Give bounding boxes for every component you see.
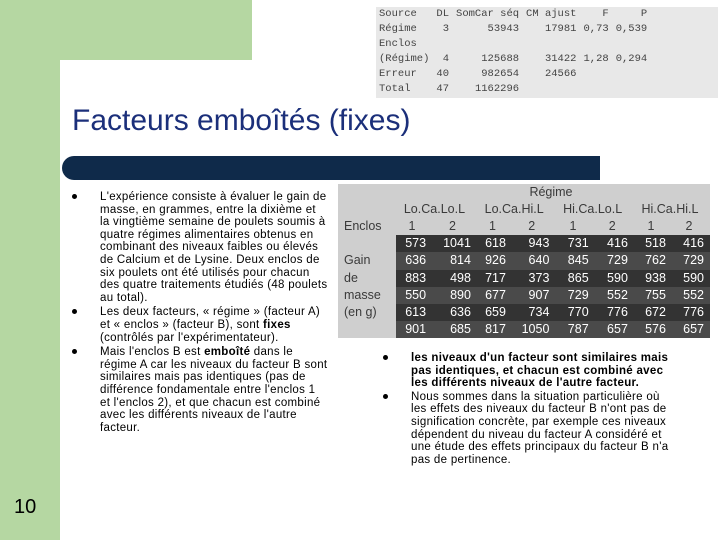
table-row [338,287,710,304]
gain-value: 729 [672,252,710,269]
enclos-number: 1 [477,218,512,235]
anova-cell: 0,294 [615,53,648,65]
bullet-dot-icon [72,194,77,199]
gain-value: 762 [634,252,672,269]
bullet-text: dans le régime A car les niveaux du facteur B sont similaires mais pas identiques (pas de différence fondamentale entre l'enclos 1 et l'enclos 2), et que chacun est combiné avec les différents niveaux de l'autre facteur. [100,346,328,434]
regime-label: Régime [396,184,710,201]
regime-name: Lo.Ca.Lo.L [396,201,477,218]
anova-cell: Total [379,83,411,95]
gain-value: 657 [595,321,634,338]
bullet-item [72,306,328,344]
bullet-text: Mais l'enclos B est [100,346,205,359]
decorative-corner [60,60,100,100]
gain-value: 865 [555,270,594,287]
anova-row [376,37,651,52]
enclos-number: 2 [595,218,634,235]
anova-cell [580,37,612,52]
bullet-text: L'expérience consiste à évaluer le gain de masse, en grammes, entre la dixième et la vingtième semaine de poulets soumis à quatre régimes alimentaires obtenus en combinant des niveaux faibles ou élevés de Calcium et de Lysine. Deux enclos de six poulets ont été utilisés pour chacun des quatre traitements étudiés (48 poulets au total). [100,191,328,304]
enclos-row [338,218,710,235]
anova-cell [613,82,652,97]
gain-value: 729 [555,287,594,304]
bullet-item [72,191,328,304]
side-label-cell [338,321,396,338]
side-label: masse [338,287,396,304]
anova-header-cell: SomCar séq [456,8,520,20]
gain-data-table [338,184,710,338]
anova-cell [580,82,612,97]
gain-value: 907 [512,287,555,304]
bullet-item [383,352,669,390]
anova-cell [613,37,652,52]
gain-value: 731 [555,235,594,252]
gain-value: 734 [512,304,555,321]
gain-value: 659 [477,304,512,321]
bullet-item [383,391,669,467]
regime-header-row [338,184,710,201]
gain-value: 901 [396,321,432,338]
gain-value: 1050 [512,321,555,338]
anova-cell [433,37,453,52]
regime-name: Lo.Ca.Hi.L [477,201,555,218]
gain-value: 613 [396,304,432,321]
regime-name: Hi.Ca.Lo.L [555,201,634,218]
gain-value: 845 [555,252,594,269]
anova-cell: 982654 [481,68,520,80]
gain-value: 776 [672,304,710,321]
anova-row [376,82,651,97]
enclos-number: 2 [512,218,555,235]
gain-value: 550 [396,287,432,304]
regime-names-row [338,201,710,218]
bullet-bold-text: les niveaux d'un facteur sont similaires mais pas identiques, et chacun est combiné avec les différents niveaux de l'autre facteur. [411,352,669,390]
side-label-cell [338,235,396,252]
gain-value: 755 [634,287,672,304]
gain-value: 576 [634,321,672,338]
gain-value: 1041 [432,235,477,252]
bullet-bold-text: emboîté [204,346,251,359]
anova-cell [523,37,580,52]
gain-value: 590 [595,270,634,287]
enclos-number: 1 [555,218,594,235]
anova-cell: Erreur [379,68,417,80]
gain-value: 890 [432,287,477,304]
bullet-text: Nous sommes dans la situation particulière où les effets des niveaux du facteur B n'ont pas de signification concrète, par exemple ces niveaux dépendent du niveau du facteur A considéré et une étude des effets principaux du facteur B n'a pas de pertinence. [411,390,669,466]
bullet-text: Les deux facteurs, « régime » (facteur A) et « enclos » (facteur B), sont [100,306,321,331]
gain-value: 416 [672,235,710,252]
table-row [338,304,710,321]
bullet-text: (contrôlés par l'expérimentateur). [100,331,279,344]
anova-header-cell: CM ajust [526,8,577,20]
anova-cell: Régime [379,23,417,35]
anova-header-cell: DL [436,8,450,20]
side-label: de [338,270,396,287]
gain-value: 717 [477,270,512,287]
bullet-dot-icon [72,309,77,314]
green-side-bar [0,0,60,540]
anova-output [376,7,718,98]
gain-value: 814 [432,252,477,269]
side-label: Gain [338,252,396,269]
anova-cell: 17981 [544,23,577,35]
anova-cell: 24566 [544,68,577,80]
anova-cell: 1162296 [474,83,520,95]
anova-cell: 40 [436,68,450,80]
anova-cell: 0,539 [615,23,648,35]
anova-header-row [376,7,651,22]
enclos-number: 2 [432,218,477,235]
anova-cell: 0,73 [583,23,609,35]
anova-header-cell: F [602,8,609,20]
anova-cell [613,67,652,82]
anova-cell: 53943 [487,23,520,35]
table-row [338,321,710,338]
anova-header-cell: P [640,8,648,20]
anova-cell: 31422 [544,53,577,65]
table-row [338,235,710,252]
slide-title: Facteurs emboîtés (fixes) [72,104,411,137]
table-row [338,252,710,269]
gain-value: 883 [396,270,432,287]
anova-cell: 4 [442,53,450,65]
gain-value: 657 [672,321,710,338]
bullet-dot-icon [72,349,77,354]
title-underline-bar [62,156,600,180]
anova-cell [523,82,580,97]
gain-value: 640 [512,252,555,269]
table-corner [338,201,396,218]
bullet-dot-icon [383,394,388,399]
gain-value: 787 [555,321,594,338]
anova-cell: 125688 [481,53,520,65]
gain-value: 416 [595,235,634,252]
gain-value: 590 [672,270,710,287]
left-bullet-list [72,191,328,436]
slide-number: 10 [14,496,37,518]
table-corner [338,184,396,201]
gain-value: 677 [477,287,512,304]
enclos-number: 2 [672,218,710,235]
anova-row [376,52,651,67]
anova-header-cell: Source [379,8,417,20]
regime-name: Hi.Ca.Hi.L [634,201,710,218]
gain-value: 938 [634,270,672,287]
gain-value: 552 [672,287,710,304]
anova-cell: Enclos [379,38,417,50]
gain-value: 685 [432,321,477,338]
anova-row [376,22,651,37]
gain-value: 552 [595,287,634,304]
gain-value: 373 [512,270,555,287]
gain-value: 636 [432,304,477,321]
anova-cell: 1,28 [583,53,609,65]
side-label: (en g) [338,304,396,321]
anova-cell: (Régime) [379,53,430,65]
anova-cell [453,37,523,52]
anova-cell [580,67,612,82]
gain-value: 776 [595,304,634,321]
bullet-bold-text: fixes [263,318,291,331]
gain-value: 729 [595,252,634,269]
enclos-label: Enclos [338,218,396,235]
gain-value: 518 [634,235,672,252]
anova-cell: 47 [436,83,450,95]
table-row [338,270,710,287]
bullet-item [72,346,328,434]
right-bullet-list [383,352,669,467]
gain-value: 672 [634,304,672,321]
gain-value: 817 [477,321,512,338]
enclos-number: 1 [634,218,672,235]
gain-value: 636 [396,252,432,269]
green-top-band [60,0,252,60]
gain-value: 498 [432,270,477,287]
gain-value: 573 [396,235,432,252]
anova-cell: 3 [442,23,450,35]
gain-value: 943 [512,235,555,252]
gain-value: 770 [555,304,594,321]
gain-value: 618 [477,235,512,252]
bullet-dot-icon [383,355,388,360]
enclos-number: 1 [396,218,432,235]
anova-row [376,67,651,82]
gain-value: 926 [477,252,512,269]
